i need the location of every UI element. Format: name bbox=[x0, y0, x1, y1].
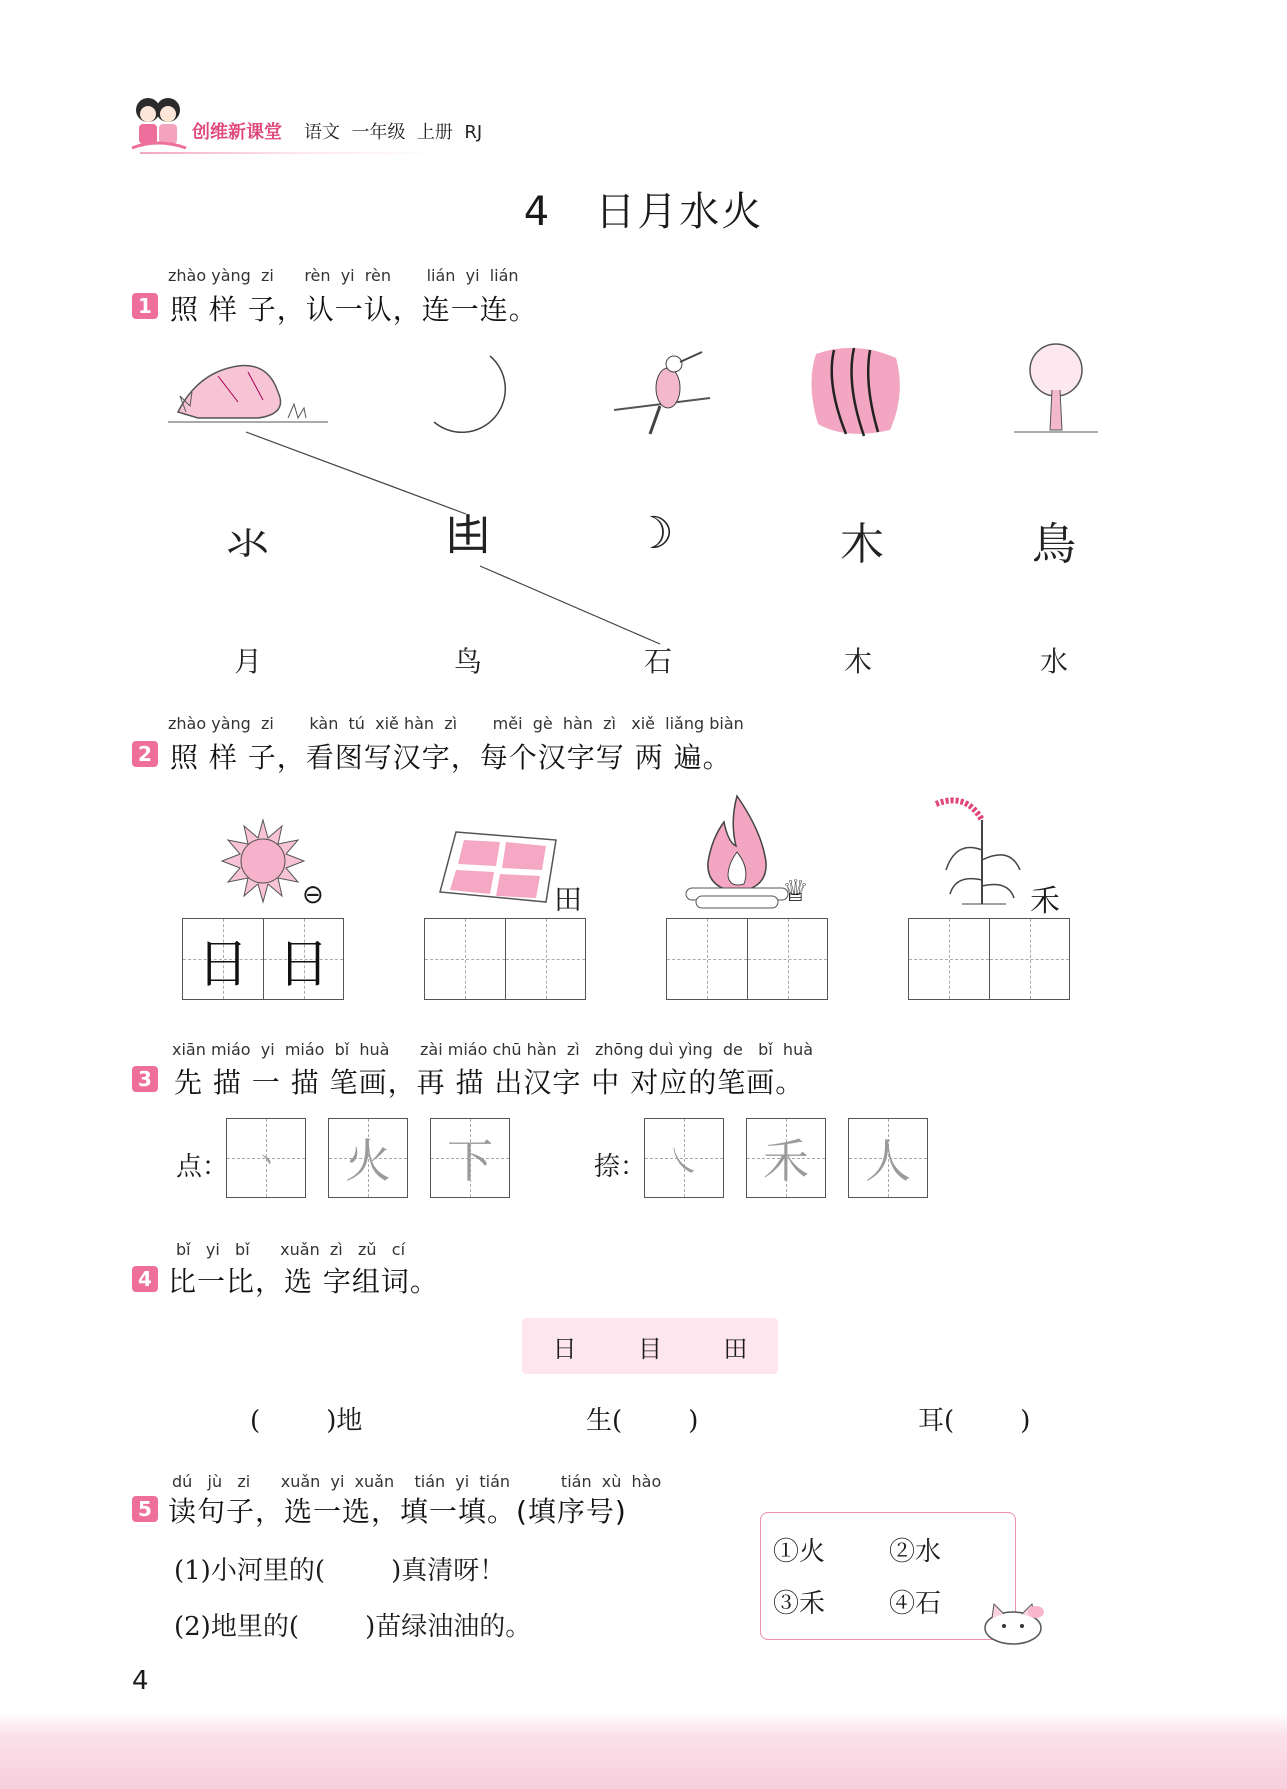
trace-cell[interactable] bbox=[746, 1118, 826, 1198]
trace-cell[interactable] bbox=[848, 1118, 928, 1198]
trace-char: 丶 bbox=[254, 1146, 278, 1175]
q4-blank-1[interactable]: ( )地 bbox=[250, 1406, 363, 1436]
q1-pinyin: zhào yàng zi rèn yi rèn lián yi lián bbox=[168, 266, 519, 285]
ancient-glyph-stone: 𠙹 bbox=[446, 510, 490, 561]
example-char: 日 bbox=[277, 934, 330, 995]
na-trace-row bbox=[644, 1118, 928, 1198]
q2-pinyin: zhào yàng zi kàn tú xiě hàn zì měi gè hàn zì xiě liǎng biàn bbox=[168, 714, 744, 733]
option-1: ①火 bbox=[773, 1537, 826, 1567]
writing-grid-field[interactable] bbox=[424, 918, 586, 1000]
grid-cell[interactable] bbox=[263, 919, 343, 999]
q3-number-badge: 3 bbox=[132, 1066, 158, 1092]
brand-name: 创维新课堂 bbox=[192, 122, 282, 143]
q1-number-badge: 1 bbox=[132, 293, 158, 319]
ancient-glyph-bird: 鳥 bbox=[1032, 519, 1076, 570]
modern-char-2: 鸟 bbox=[453, 645, 482, 678]
ancient-glyph-moon: ☽ bbox=[634, 508, 674, 559]
trace-cell[interactable] bbox=[644, 1118, 724, 1198]
grid-cell[interactable] bbox=[425, 919, 505, 999]
q4-pinyin: bǐ yi bǐ xuǎn zì zǔ cí bbox=[176, 1240, 406, 1259]
trace-cell[interactable] bbox=[430, 1118, 510, 1198]
q5-pinyin: dú jù zi xuǎn yi xuǎn tián yi tián tián xù hào bbox=[172, 1472, 662, 1491]
ancient-glyph-water: 氺 bbox=[226, 519, 270, 570]
q5-options-box bbox=[760, 1512, 1016, 1640]
modern-char-3: 石 bbox=[643, 645, 672, 678]
q5-instruction: 读句子，选一选，填一填。(填序号) bbox=[168, 1495, 627, 1528]
grid-cell[interactable] bbox=[989, 919, 1069, 999]
writing-grid-fire[interactable] bbox=[666, 918, 828, 1000]
fire-image bbox=[682, 792, 792, 916]
writing-grid-grain[interactable] bbox=[908, 918, 1070, 1000]
trace-char: 火 bbox=[345, 1134, 391, 1188]
book-subject: 语文 一年级 上册 RJ bbox=[304, 122, 483, 143]
q1-instruction: 照 样 子，认一认，连一连。 bbox=[170, 293, 538, 326]
modern-char-1: 月 bbox=[233, 645, 262, 678]
q5-number-badge: 5 bbox=[132, 1496, 158, 1522]
q3-instruction: 先 描 一 描 笔画，再 描 出汉字 中 对应的笔画。 bbox=[174, 1066, 805, 1099]
q3-pinyin: xiān miáo yi miáo bǐ huà zài miáo chū hàn zì zhōng duì yìng de bǐ huà bbox=[172, 1040, 814, 1059]
trace-cell[interactable] bbox=[328, 1118, 408, 1198]
ancient-glyph-grain: 禾 bbox=[1030, 884, 1060, 919]
q4-choice-box bbox=[522, 1318, 778, 1374]
field-image bbox=[436, 826, 566, 910]
ancient-glyph-tree: 木 bbox=[840, 519, 884, 570]
na-stroke-label: 捺： bbox=[594, 1152, 647, 1182]
q5-sentence-2[interactable]: (2)地里的( )苗绿油油的。 bbox=[174, 1612, 532, 1642]
footer-band bbox=[0, 1712, 1287, 1789]
grain-plant-image bbox=[926, 790, 1036, 914]
option-2: ②水 bbox=[889, 1537, 942, 1567]
trace-char: ㇏ bbox=[667, 1141, 701, 1182]
trace-char: 人 bbox=[865, 1134, 911, 1188]
example-connection-lines bbox=[0, 0, 1287, 700]
q4-blank-2[interactable]: 生( ) bbox=[586, 1406, 699, 1436]
grid-cell[interactable] bbox=[747, 919, 827, 999]
sun-image bbox=[220, 818, 306, 908]
dian-stroke-label: 点： bbox=[176, 1152, 229, 1182]
q2-number-badge: 2 bbox=[132, 741, 158, 767]
choice-char: 田 bbox=[723, 1334, 748, 1363]
grid-cell[interactable] bbox=[183, 919, 263, 999]
choice-char: 日 bbox=[552, 1334, 577, 1363]
q5-sentence-1[interactable]: (1)小河里的( )真清呀！ bbox=[174, 1556, 506, 1586]
page-number: 4 bbox=[132, 1666, 149, 1696]
grid-cell[interactable] bbox=[505, 919, 585, 999]
ancient-glyph-sun: ⊖ bbox=[302, 880, 324, 910]
example-char: 日 bbox=[196, 934, 249, 995]
q4-instruction: 比一比，选 字组词。 bbox=[168, 1265, 439, 1298]
grid-cell[interactable] bbox=[909, 919, 989, 999]
q4-number-badge: 4 bbox=[132, 1266, 158, 1292]
ancient-glyph-field: 田 bbox=[554, 883, 583, 916]
ancient-glyph-fire: ♕ bbox=[782, 874, 809, 909]
writing-grid-sun[interactable] bbox=[182, 918, 344, 1000]
modern-char-5: 水 bbox=[1039, 645, 1068, 678]
trace-char: 禾 bbox=[763, 1134, 809, 1188]
lesson-title: 4 日月水火 bbox=[523, 189, 764, 235]
choice-char: 目 bbox=[637, 1334, 662, 1363]
trace-char: 下 bbox=[447, 1134, 493, 1188]
cat-mascot-icon bbox=[980, 1598, 1046, 1650]
option-4: ④石 bbox=[889, 1589, 942, 1619]
trace-cell[interactable] bbox=[226, 1118, 306, 1198]
modern-char-4: 木 bbox=[843, 645, 872, 678]
q4-blank-3[interactable]: 耳( ) bbox=[918, 1406, 1031, 1436]
option-3: ③禾 bbox=[773, 1589, 826, 1619]
dian-trace-row bbox=[226, 1118, 510, 1198]
q2-instruction: 照 样 子，看图写汉字，每个汉字写 两 遍。 bbox=[170, 741, 732, 774]
grid-cell[interactable] bbox=[667, 919, 747, 999]
